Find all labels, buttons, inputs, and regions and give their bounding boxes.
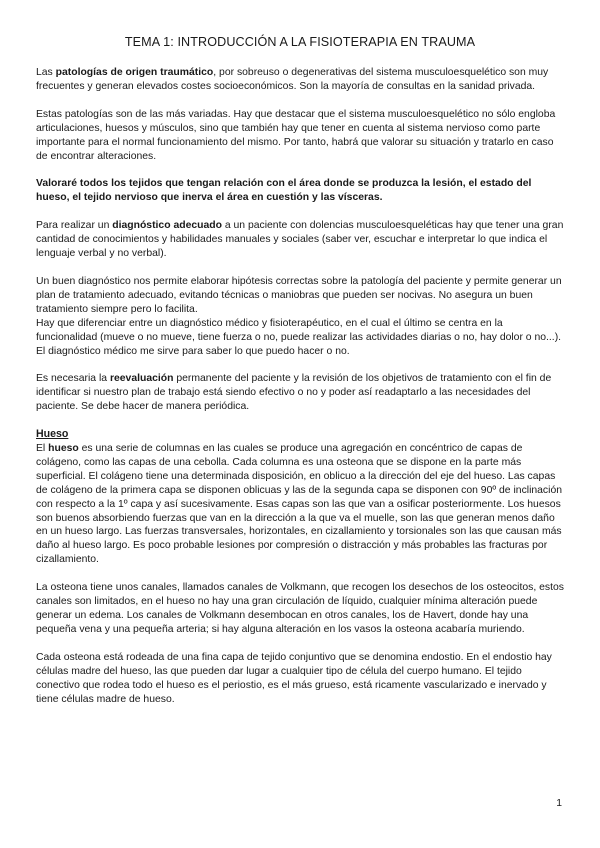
text-span: Las [36,67,56,78]
section-heading-hueso: Hueso [36,428,69,441]
paragraph-variety: Estas patologías son de las más variadas. Hay que destacar que el sistema musculoesquelético no sólo engloba articulaciones, huesos y músculos, sino que también hay que tener en cuenta al sistema nervioso como parte importante para el normal funcionamiento del mismo. Por tanto, habrá que valorar su situación y tratarlo en caso de encontrar alteraciones. [36,108,556,162]
page-number: 1 [556,798,562,809]
text-span: , por sobreuso o degenerativas del sistema musculoesquelético son muy frecuentes y generan elevados costes socioeconómicos. Son la mayoría de consultas en la sanidad privada. [36,67,549,92]
paragraph-osteon-canals: La osteona tiene unos canales, llamados canales de Volkmann, que recogen los desechos de los osteocitos, estos canales son limitados, en el hueso no hay una gran circulación de líquido, cualquier mínima alteración puede generar un edema. Los canales de Volkmann desembocan en otros canales, los de Havert, donde hay una pequeña vena y una pequeña arteria; si hay alguna alteración en los vasos la osteona acabaría muriendo. [36,582,564,635]
text-span: Es necesaria la [36,373,110,385]
bold-statement: Valoraré todos los tejidos que tengan relación con el área donde se produzca la lesión, el estado del hueso, el tejido nervioso que inerva el área en cuestión y las vísceras. [36,178,532,204]
bold-term: reevaluación [109,373,174,385]
text-span: permanente del paciente y la revisión de los objetivos de tratamiento con el fin de identificar si nuestro plan de trabajo está siendo efectivo o no y poder así readaptarlo a las necesidades del paciente. Se debe hacer de manera periódica. [36,373,552,413]
paragraph-reevaluation [36,372,564,414]
text-span: a un paciente con dolencias musculoesqueléticas hay que tener una gran cantidad de conocimientos y habilidades manuales y sociales (saber ver, escuchar e interpretar lo que indica el lenguaje verbal y no verbal). [36,220,564,260]
paragraph-diagnosis [36,219,564,261]
paragraph-intro [36,66,564,94]
paragraph-assessment [36,177,564,205]
paragraph-bone [36,442,564,567]
page-title: TEMA 1: INTRODUCCIÓN A LA FISIOTERAPIA EN TRAUMA [124,35,476,49]
text-span: El [36,443,49,455]
paragraph-endosteum: Cada osteona está rodeada de una fina capa de tejido conjuntivo que se denomina endostio. En el endostio hay células madre del hueso, las que pueden dar lugar a cualquier tipo de célula del cuerpo humano. El tejido conectivo que rodea todo el hueso es el periostio, es el más grueso, está ricamente vascularizado e inervado y tiene células madre de hueso. [36,651,552,705]
text-span: Para realizar un [36,220,113,232]
document-body [36,66,564,720]
paragraph-good-diagnosis: Un buen diagnóstico nos permite elaborar hipótesis correctas sobre la patología del paciente y permite generar un plan de tratamiento adecuado, evitando técnicas o maniobras que pueden ser nocivas. No asegura un buen tratamiento siempre pero lo facilita. [36,275,562,315]
text-span: es una serie de columnas en las cuales se produce una agregación en concéntrico de capas de colágeno, como las capas de una cebolla. Cada columna es una osteona que se dispone en la parte más superficial. El colágeno tiene una determinada disposición, en oblicuo a la dirección del eje del hueso. Las capas de colágeno de la primera capa se disponen oblicuas y las de la segunda capa se disponen con 90º de inclinación con respecto a la 1º capa y así sucesivamente. Esas capas son las que van a osificar posteriormente. Los huesos son buenos absorbiendo fuerzas que van en la dirección a la que va el muelle, son las que generan menos daño en un hueso largo. Las fuerzas transversales, horizontales, en cizallamiento y torsionales son las que causan más daño al hueso largo. Es poco probable lesiones por compresión o distracción y más probables las fracturas por cizallamiento. [36,443,562,566]
bold-term: hueso [48,443,79,455]
bold-term: diagnóstico adecuado [112,220,222,232]
paragraph-diagnosis-types: Hay que diferenciar entre un diagnóstico médico y fisioterapéutico, en el cual el último se centra en la funcionalidad (mueve o no mueve, tiene fuerza o no, puede realizar las actividades diarias o no, hay dolor o no...). El diagnóstico médico me sirve para saber lo que puedo hacer o no. [36,317,562,357]
bold-term: patologías de origen traumático [55,67,214,78]
